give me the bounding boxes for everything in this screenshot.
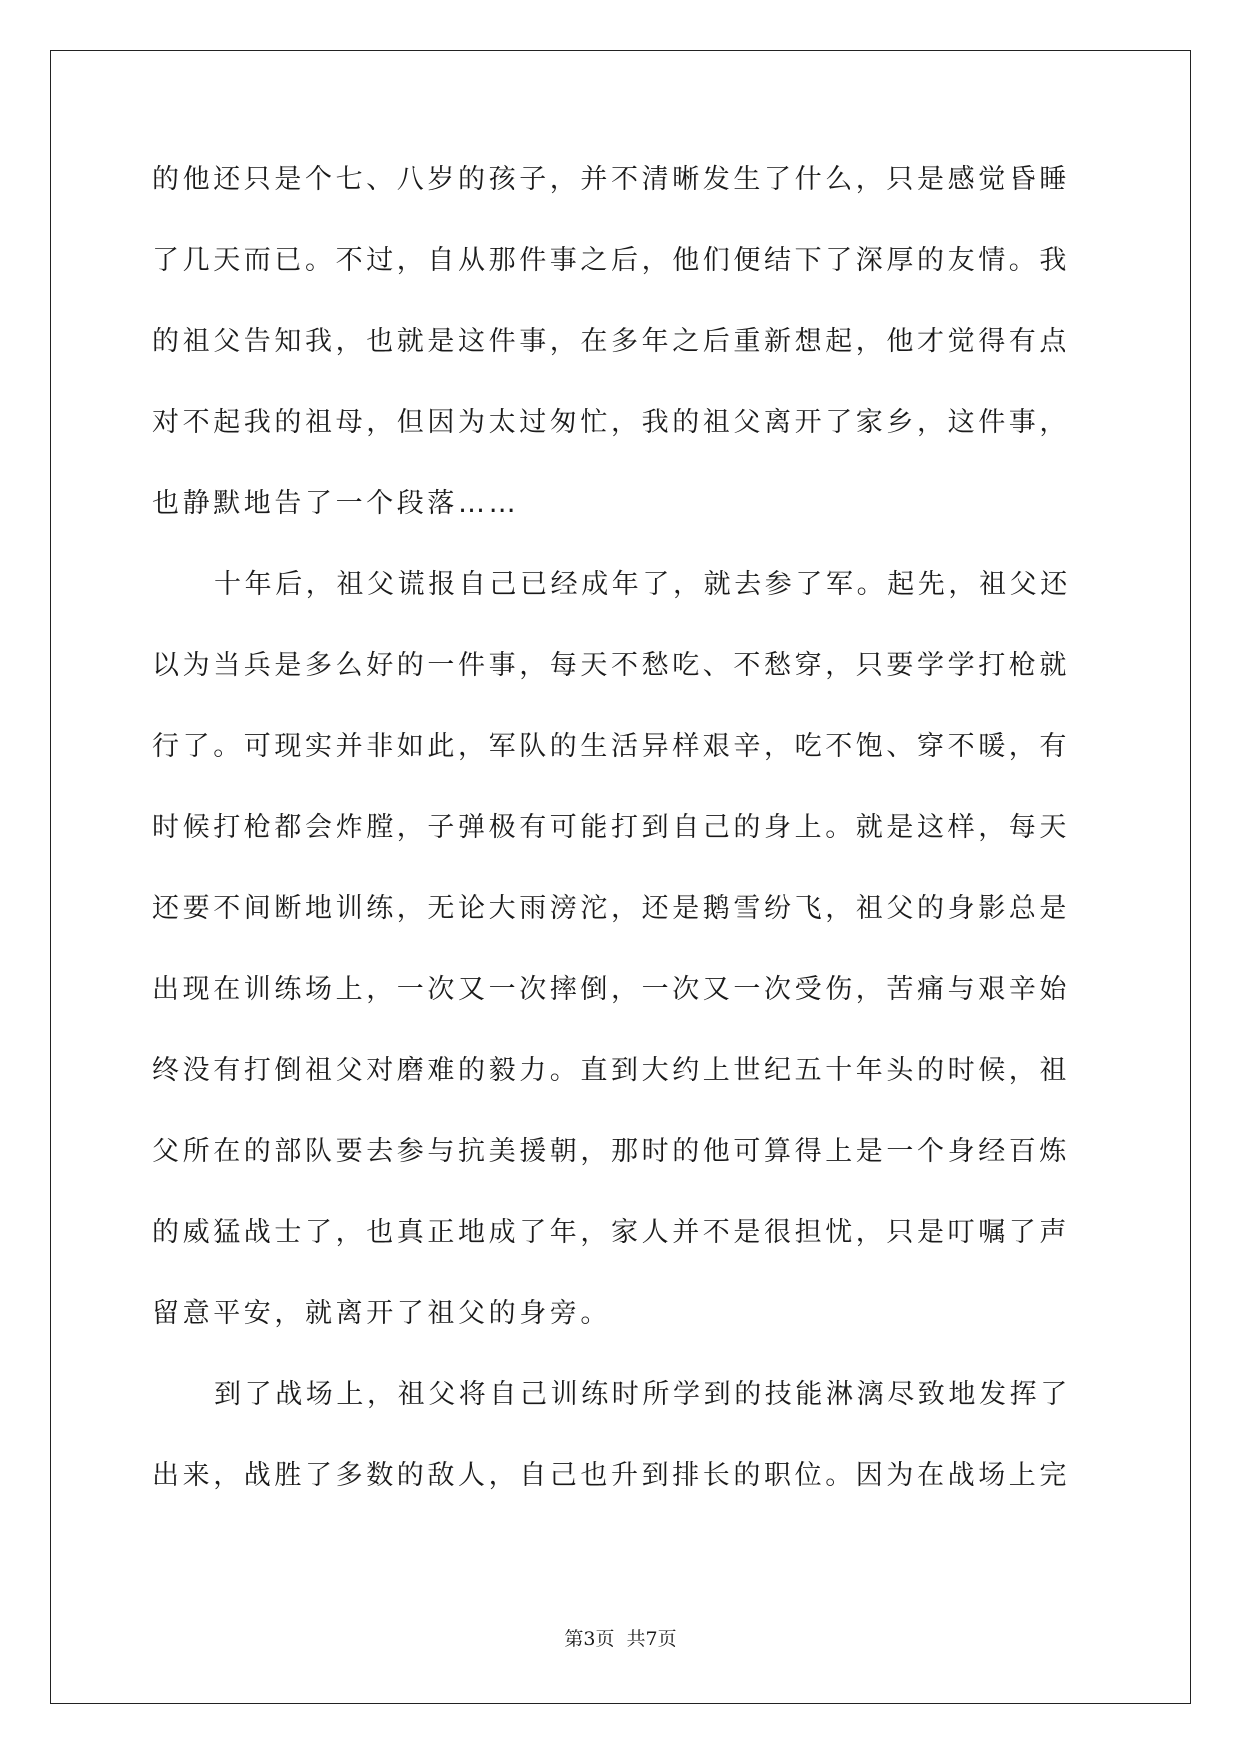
text-line: 了几天而已。不过，自从那件事之后，他们便结下了深厚的友情。我 bbox=[152, 245, 1070, 276]
text-line: 行了。可现实并非如此，军队的生活异样艰辛，吃不饱、穿不暖，有 bbox=[152, 731, 1070, 762]
text-line: 留意平安，就离开了祖父的身旁。 bbox=[152, 1298, 611, 1329]
text-line: 以为当兵是多么好的一件事，每天不愁吃、不愁穿，只要学学打枪就 bbox=[152, 650, 1070, 681]
text-line: 还要不间断地训练，无论大雨滂沱，还是鹅雪纷飞，祖父的身影总是 bbox=[152, 893, 1070, 924]
text-line: 也静默地告了一个段落…… bbox=[152, 488, 520, 519]
text-line: 的威猛战士了，也真正地成了年，家人并不是很担忧，只是叮嘱了声 bbox=[152, 1217, 1070, 1248]
text-line: 对不起我的祖母，但因为太过匆忙，我的祖父离开了家乡，这件事， bbox=[152, 407, 1070, 438]
text-line: 十年后，祖父谎报自己已经成年了，就去参了军。起先，祖父还 bbox=[214, 569, 1071, 600]
text-line: 的祖父告知我，也就是这件事，在多年之后重新想起，他才觉得有点 bbox=[152, 326, 1070, 357]
text-line: 出现在训练场上，一次又一次摔倒，一次又一次受伤，苦痛与艰辛始 bbox=[152, 974, 1070, 1005]
text-line: 出来，战胜了多数的敌人，自己也升到排长的职位。因为在战场上完 bbox=[152, 1460, 1070, 1491]
page-number: 第3页 bbox=[564, 1628, 615, 1650]
text-line: 的他还只是个七、八岁的孩子，并不清晰发生了什么，只是感觉昏睡 bbox=[152, 164, 1070, 195]
text-line: 父所在的部队要去参与抗美援朝，那时的他可算得上是一个身经百炼 bbox=[152, 1136, 1070, 1167]
page-footer bbox=[0, 1624, 1241, 1651]
page-total: 共7页 bbox=[626, 1628, 677, 1650]
text-line: 时候打枪都会炸膛，子弹极有可能打到自己的身上。就是这样，每天 bbox=[152, 812, 1070, 843]
text-line: 终没有打倒祖父对磨难的毅力。直到大约上世纪五十年头的时候，祖 bbox=[152, 1055, 1070, 1086]
document-body bbox=[152, 163, 1092, 1540]
text-line: 到了战场上，祖父将自己训练时所学到的技能淋漓尽致地发挥了 bbox=[214, 1379, 1071, 1410]
